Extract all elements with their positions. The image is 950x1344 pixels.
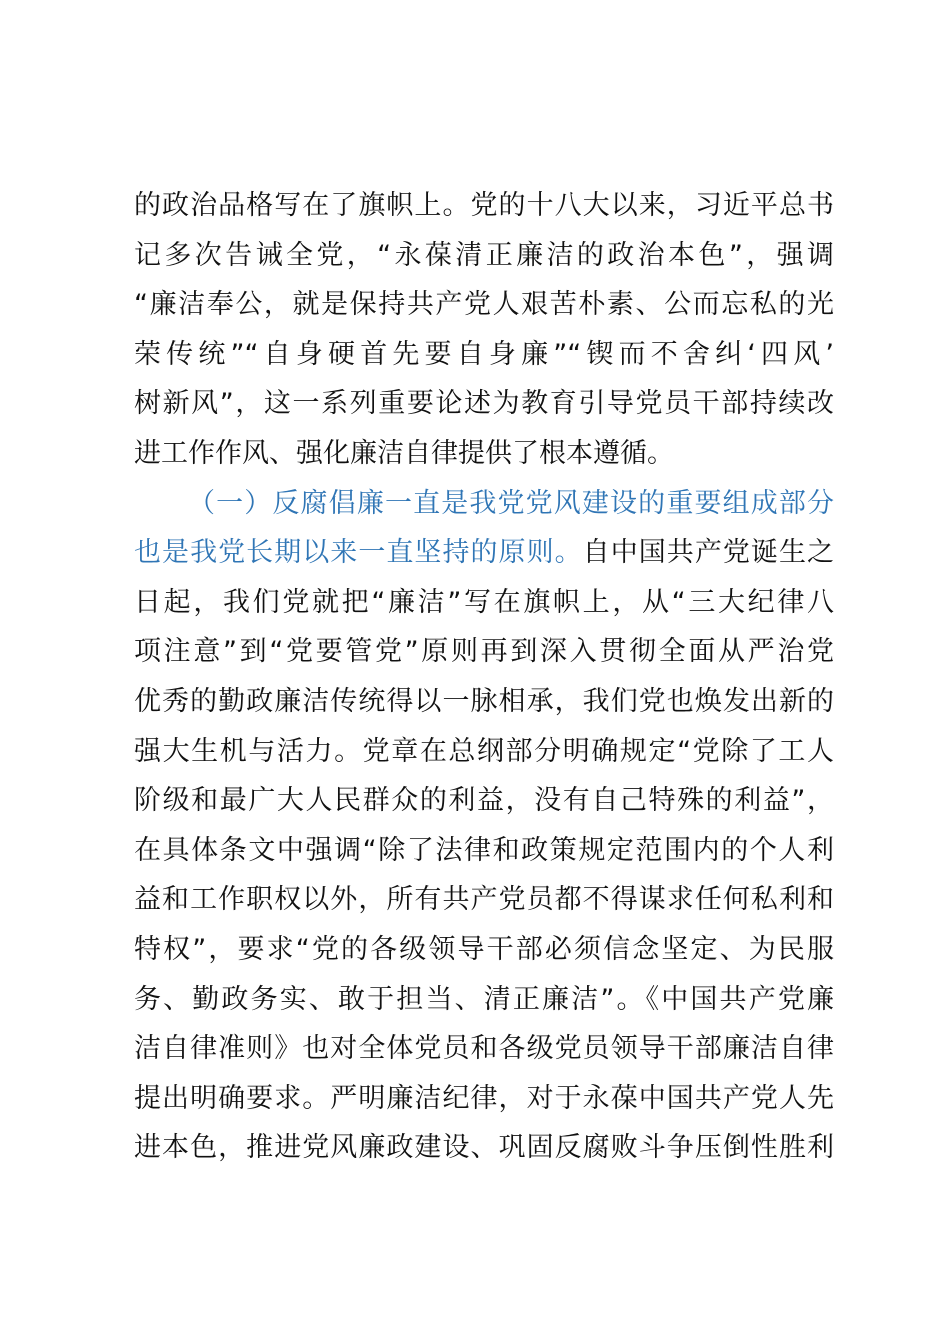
paragraph-1-line-4: 荣传统”“自身硬首先要自身廉”“锲而不舍纠‘四风’ [134,338,834,370]
paragraph-2-line-13: 提出明确要求。严明廉洁纪律，对于永葆中国共产党人先 [134,1082,834,1114]
paragraph-2-line-2 [134,528,834,578]
paragraph-2-line-6: 强大生机与活力。党章在总纲部分明确规定“党除了工人 [134,735,834,767]
paragraph-2-line-14: 进本色，推进党风廉政建设、巩固反腐败斗争压倒性胜利 [134,1132,834,1164]
paragraph-2-line-10: 特权”，要求“党的各级领导干部必须信念坚定、为民服 [134,933,834,965]
paragraph-1-line-1: 的政治品格写在了旗帜上。党的十八大以来，习近平总书 [134,190,834,221]
paragraph-1-line-6: 进工作作风、强化廉洁自律提供了根本遵循。 [134,437,674,469]
paragraph-2-line-11: 务、勤政务实、敢于担当、清正廉洁”。《中国共产党廉 [134,983,834,1015]
paragraph-1-line-5: 树新风”，这一系列重要论述为教育引导党员干部持续改 [134,388,834,420]
paragraph-2-line-5: 优秀的勤政廉洁传统得以一脉相承，我们党也焕发出新的 [134,685,834,717]
paragraph-2-line-4: 项注意”到“党要管党”原则再到深入贯彻全面从严治党 [134,636,834,668]
paragraph-1-line-2: 记多次告诫全党，“永葆清正廉洁的政治本色”，强调 [134,239,834,271]
paragraph-2-line-7: 阶级和最广大人民群众的利益，没有自己特殊的利益”， [134,785,834,817]
section-heading-line-2: 也是我党长期以来一直坚持的原则。 [134,537,583,569]
paragraph-2-line-12: 洁自律准则》也对全体党员和各级党员领导干部廉洁自律 [134,1033,834,1065]
section-heading-line-1: （一）反腐倡廉一直是我党党风建设的重要组成部分 [188,487,834,519]
paragraph-2-line-2-rest: 自中国共产党诞生之 [582,537,835,569]
paragraph-2-line-8: 在具体条文中强调“除了法律和政策规定范围内的个人利 [134,834,834,866]
document-body [134,181,834,1173]
paragraph-2-line-9: 益和工作职权以外，所有共产党员都不得谋求任何私利和 [134,884,834,916]
paragraph-2-line-3: 日起，我们党就把“廉洁”写在旗帜上，从“三大纪律八 [134,586,834,618]
paragraph-1-line-3: “廉洁奉公，就是保持共产党人艰苦朴素、公而忘私的光 [134,289,834,321]
